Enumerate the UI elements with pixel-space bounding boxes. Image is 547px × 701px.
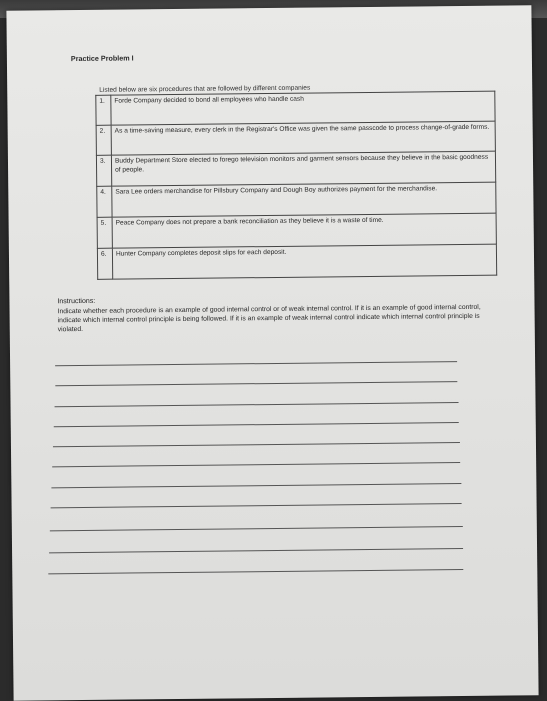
answer-line [52,462,460,467]
answer-line [55,402,459,407]
intro-text: Listed below are six procedures that are followed by different companies [99,84,311,94]
procedures-table [95,91,497,280]
table-row [96,91,495,125]
procedure-text: As a time-saving measure, every clerk in the Registrar's Office was given the same passcode to process change-of-grade forms. [111,121,495,155]
procedure-text: Peace Company does not prepare a bank reconciliation as they believe it is a waste of time. [112,213,496,248]
answer-line [54,422,459,427]
table-row [97,213,496,248]
answer-line [48,569,463,574]
instructions-text: Indicate whether each procedure is an example of good internal control or of weak internal control. If it is an example of good internal control, indicate which internal control principle is being followed. If it is an example of weak internal control indicate which internal control principle is violated. [57,303,481,334]
procedure-text: Forde Company decided to bond all employees who handle cash [111,91,495,125]
procedure-number: 5. [97,217,112,248]
page-title: Practice Problem I [70,53,134,64]
procedure-text: Sara Lee orders merchandise for Pillsbury Company and Dough Boy authorizes payment for the merchandise. [112,182,496,217]
procedure-number: 3. [96,155,111,186]
table-row [97,244,496,279]
procedure-text: Hunter Company completes deposit slips for each deposit. [112,244,496,279]
answer-line [55,381,457,386]
procedure-number: 1. [96,95,111,125]
table-row [96,121,495,155]
procedure-number: 2. [96,125,111,155]
answer-line [51,483,461,488]
paper-sheet [6,5,538,700]
procedure-number: 6. [97,248,112,279]
answer-line [49,548,463,553]
answer-line [55,361,457,366]
instructions-heading: Instructions: [57,297,96,306]
answer-line [53,442,460,447]
table-row [96,151,495,186]
answer-line [51,503,462,508]
answer-line [50,526,463,531]
procedure-text: Buddy Department Store elected to forego television monitors and garment sensors because they believe in the basic goodness of people. [111,151,495,186]
procedure-number: 4. [97,186,112,217]
table-row [97,182,496,217]
